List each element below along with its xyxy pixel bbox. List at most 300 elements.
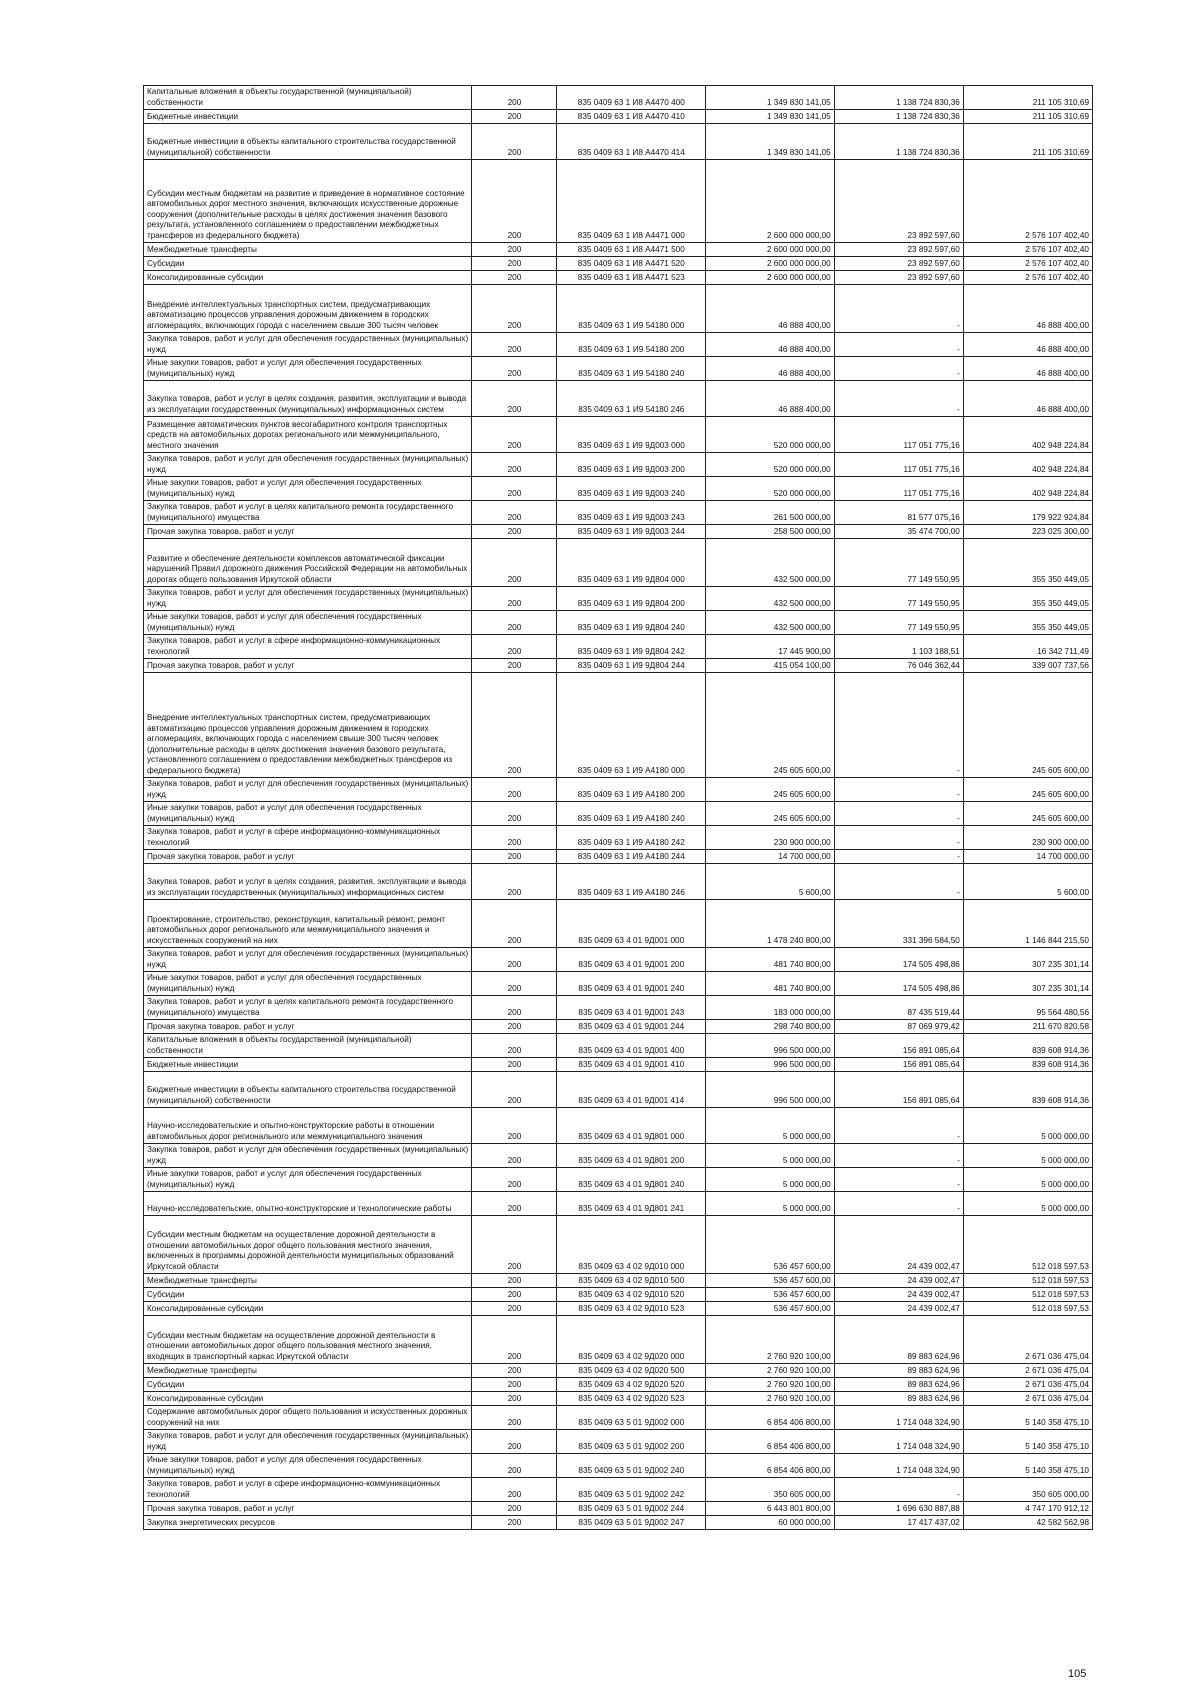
row-kbk-cell: 835 0409 63 1 И9 54180 200 (556, 333, 705, 357)
row-remaining-cell: 2 671 036 475,04 (963, 1392, 1092, 1406)
row-name-cell: Иные закупки товаров, работ и услуг для обеспечения государственных (муниципальных) нужд (144, 477, 472, 501)
row-code-cell: 200 (471, 1454, 556, 1478)
row-executed-cell: 89 883 624,96 (834, 1364, 963, 1378)
row-code-cell: 200 (471, 1144, 556, 1168)
row-approved-cell: 6 854 406 800,00 (705, 1454, 834, 1478)
row-code-cell: 200 (471, 1072, 556, 1108)
row-approved-cell: 46 888 400,00 (705, 357, 834, 381)
row-approved-cell: 996 500 000,00 (705, 1034, 834, 1058)
row-name-cell: Закупка товаров, работ и услуг в сфере информационно-коммуникационных технологий (144, 1478, 472, 1502)
row-code-cell: 200 (471, 611, 556, 635)
row-name-cell: Иные закупки товаров, работ и услуг для обеспечения государственных (муниципальных) нужд (144, 611, 472, 635)
row-remaining-cell: 5 140 358 475,10 (963, 1430, 1092, 1454)
row-code-cell: 200 (471, 477, 556, 501)
row-code-cell: 200 (471, 257, 556, 271)
row-name-cell: Закупка товаров, работ и услуг для обеспечения государственных (муниципальных) нужд (144, 333, 472, 357)
row-executed-cell: 17 417 437,02 (834, 1516, 963, 1530)
row-remaining-cell: 402 948 224,84 (963, 453, 1092, 477)
table-row (144, 417, 1093, 453)
row-approved-cell: 230 900 000,00 (705, 826, 834, 850)
row-kbk-cell: 835 0409 63 5 01 9Д002 000 (556, 1406, 705, 1430)
row-name-cell: Научно-исследовательские, опытно-конструкторские и технологические работы (144, 1192, 472, 1216)
row-name-cell: Внедрение интеллектуальных транспортных систем, предусматривающих автоматизацию процессов управления дорожным движением в городских агломерациях, включающих города с населением свыше 300 тысяч человек (144, 285, 472, 333)
row-remaining-cell: 5 000 000,00 (963, 1144, 1092, 1168)
table-body (144, 86, 1093, 1530)
row-name-cell: Закупка товаров, работ и услуг в сфере информационно-коммуникационных технологий (144, 635, 472, 659)
table-row (144, 1454, 1093, 1478)
row-approved-cell: 1 349 830 141,05 (705, 124, 834, 160)
row-name-cell: Иные закупки товаров, работ и услуг для обеспечения государственных (муниципальных) нужд (144, 357, 472, 381)
row-code-cell: 200 (471, 1020, 556, 1034)
row-name-cell: Закупка товаров, работ и услуг в сфере информационно-коммуникационных технологий (144, 826, 472, 850)
row-executed-cell: - (834, 850, 963, 864)
row-remaining-cell: 307 235 301,14 (963, 972, 1092, 996)
row-kbk-cell: 835 0409 63 1 И8 А4471 000 (556, 160, 705, 243)
row-remaining-cell: 2 671 036 475,04 (963, 1316, 1092, 1364)
table-row (144, 826, 1093, 850)
row-executed-cell: 81 577 075,16 (834, 501, 963, 525)
row-kbk-cell: 835 0409 63 5 01 9Д002 200 (556, 1430, 705, 1454)
row-approved-cell: 1 478 240 800,00 (705, 900, 834, 948)
row-executed-cell: 117 051 775,16 (834, 477, 963, 501)
table-row (144, 948, 1093, 972)
row-remaining-cell: 245 605 600,00 (963, 802, 1092, 826)
table-row (144, 525, 1093, 539)
table-row (144, 611, 1093, 635)
row-name-cell: Консолидированные субсидии (144, 1392, 472, 1406)
row-executed-cell: 156 891 085,64 (834, 1034, 963, 1058)
row-remaining-cell: 2 576 107 402,40 (963, 271, 1092, 285)
row-code-cell: 200 (471, 453, 556, 477)
row-code-cell: 200 (471, 1430, 556, 1454)
row-approved-cell: 2 600 000 000,00 (705, 160, 834, 243)
row-code-cell: 200 (471, 1406, 556, 1430)
row-kbk-cell: 835 0409 63 1 И9 А4180 244 (556, 850, 705, 864)
table-row (144, 1168, 1093, 1192)
row-executed-cell: 1 696 630 887,88 (834, 1502, 963, 1516)
row-kbk-cell: 835 0409 63 4 02 9Д010 500 (556, 1274, 705, 1288)
table-row (144, 1516, 1093, 1530)
table-row (144, 778, 1093, 802)
table-row (144, 587, 1093, 611)
row-code-cell: 200 (471, 1364, 556, 1378)
row-approved-cell: 1 349 830 141,05 (705, 110, 834, 124)
row-approved-cell: 2 600 000 000,00 (705, 257, 834, 271)
row-approved-cell: 183 000 000,00 (705, 996, 834, 1020)
row-name-cell: Субсидии местным бюджетам на осуществление дорожной деятельности в отношении автомобильных дорог общего пользования местного значения, входящих в транспортный каркас Иркутской области (144, 1316, 472, 1364)
row-remaining-cell: 14 700 000,00 (963, 850, 1092, 864)
row-remaining-cell: 355 350 449,05 (963, 587, 1092, 611)
row-approved-cell: 536 457 600,00 (705, 1288, 834, 1302)
row-approved-cell: 6 443 801 800,00 (705, 1502, 834, 1516)
row-kbk-cell: 835 0409 63 1 И9 9Д804 242 (556, 635, 705, 659)
row-kbk-cell: 835 0409 63 4 01 9Д801 241 (556, 1192, 705, 1216)
row-code-cell: 200 (471, 850, 556, 864)
row-approved-cell: 432 500 000,00 (705, 539, 834, 587)
row-kbk-cell: 835 0409 63 4 02 9Д010 000 (556, 1216, 705, 1274)
row-executed-cell: - (834, 778, 963, 802)
row-code-cell: 200 (471, 972, 556, 996)
row-executed-cell: - (834, 1108, 963, 1144)
row-approved-cell: 536 457 600,00 (705, 1302, 834, 1316)
row-remaining-cell: 211 105 310,69 (963, 110, 1092, 124)
row-executed-cell: 24 439 002,47 (834, 1302, 963, 1316)
table-row (144, 1058, 1093, 1072)
row-kbk-cell: 835 0409 63 1 И9 А4180 240 (556, 802, 705, 826)
row-executed-cell: 87 069 979,42 (834, 1020, 963, 1034)
row-remaining-cell: 5 140 358 475,10 (963, 1454, 1092, 1478)
row-executed-cell: 174 505 498,86 (834, 948, 963, 972)
table-row (144, 477, 1093, 501)
row-executed-cell: 23 892 597,60 (834, 257, 963, 271)
row-code-cell: 200 (471, 110, 556, 124)
table-row (144, 1192, 1093, 1216)
row-remaining-cell: 46 888 400,00 (963, 333, 1092, 357)
row-kbk-cell: 835 0409 63 4 01 9Д001 240 (556, 972, 705, 996)
row-approved-cell: 415 054 100,00 (705, 659, 834, 673)
row-name-cell: Субсидии местным бюджетам на осуществление дорожной деятельности в отношении автомобильных дорог общего пользования местного значения, включенных в программы дорожной деятельности муниципальных образований Иркутской области (144, 1216, 472, 1274)
row-name-cell: Иные закупки товаров, работ и услуг для обеспечения государственных (муниципальных) нужд (144, 1454, 472, 1478)
row-kbk-cell: 835 0409 63 1 И9 9Д804 000 (556, 539, 705, 587)
row-approved-cell: 2 760 920 100,00 (705, 1378, 834, 1392)
row-code-cell: 200 (471, 587, 556, 611)
row-kbk-cell: 835 0409 63 5 01 9Д002 244 (556, 1502, 705, 1516)
row-name-cell: Иные закупки товаров, работ и услуг для обеспечения государственных (муниципальных) нужд (144, 1168, 472, 1192)
row-executed-cell: 117 051 775,16 (834, 417, 963, 453)
row-kbk-cell: 835 0409 63 1 И9 А4180 000 (556, 673, 705, 778)
row-code-cell: 200 (471, 1034, 556, 1058)
row-approved-cell: 46 888 400,00 (705, 285, 834, 333)
row-executed-cell: 77 149 550,95 (834, 539, 963, 587)
row-approved-cell: 996 500 000,00 (705, 1072, 834, 1108)
row-name-cell: Закупка энергетических ресурсов (144, 1516, 472, 1530)
row-kbk-cell: 835 0409 63 1 И8 А4470 410 (556, 110, 705, 124)
row-remaining-cell: 46 888 400,00 (963, 285, 1092, 333)
row-executed-cell: 35 474 700,00 (834, 525, 963, 539)
row-name-cell: Консолидированные субсидии (144, 1302, 472, 1316)
row-executed-cell: 24 439 002,47 (834, 1288, 963, 1302)
row-code-cell: 200 (471, 673, 556, 778)
row-kbk-cell: 835 0409 63 5 01 9Д002 240 (556, 1454, 705, 1478)
row-name-cell: Закупка товаров, работ и услуг для обеспечения государственных (муниципальных) нужд (144, 453, 472, 477)
row-name-cell: Прочая закупка товаров, работ и услуг (144, 1502, 472, 1516)
row-approved-cell: 520 000 000,00 (705, 417, 834, 453)
row-executed-cell: - (834, 673, 963, 778)
row-name-cell: Научно-исследовательские и опытно-конструкторские работы в отношении автомобильных дорог регионального или межмуниципального значения (144, 1108, 472, 1144)
row-remaining-cell: 16 342 711,49 (963, 635, 1092, 659)
row-executed-cell: - (834, 826, 963, 850)
row-name-cell: Бюджетные инвестиции в объекты капитального строительства государственной (муниципальной) собственности (144, 124, 472, 160)
row-approved-cell: 245 605 600,00 (705, 673, 834, 778)
row-kbk-cell: 835 0409 63 1 И8 А4471 500 (556, 243, 705, 257)
row-approved-cell: 46 888 400,00 (705, 333, 834, 357)
row-kbk-cell: 835 0409 63 4 02 9Д020 523 (556, 1392, 705, 1406)
row-name-cell: Содержание автомобильных дорог общего пользования и искусственных дорожных сооружений на них (144, 1406, 472, 1430)
row-executed-cell: 89 883 624,96 (834, 1316, 963, 1364)
row-executed-cell: 23 892 597,60 (834, 243, 963, 257)
row-kbk-cell: 835 0409 63 4 02 9Д020 500 (556, 1364, 705, 1378)
row-kbk-cell: 835 0409 63 4 01 9Д001 414 (556, 1072, 705, 1108)
table-row (144, 1392, 1093, 1406)
row-remaining-cell: 211 670 820,58 (963, 1020, 1092, 1034)
row-executed-cell: 331 396 584,50 (834, 900, 963, 948)
row-name-cell: Субсидии местным бюджетам на развитие и приведение в нормативное состояние автомобильных дорог местного значения, включающих искусственные дорожные сооружения (дополнительные расходы в целях достижения значения базового результата, установленного соглашением о предоставлении межбюджетных трансферов из федерального бюджета) (144, 160, 472, 243)
row-code-cell: 200 (471, 826, 556, 850)
row-executed-cell: 89 883 624,96 (834, 1392, 963, 1406)
row-approved-cell: 5 000 000,00 (705, 1144, 834, 1168)
row-name-cell: Закупка товаров, работ и услуг для обеспечения государственных (муниципальных) нужд (144, 587, 472, 611)
row-remaining-cell: 512 018 597,53 (963, 1302, 1092, 1316)
row-kbk-cell: 835 0409 63 1 И9 А4180 200 (556, 778, 705, 802)
row-executed-cell: 77 149 550,95 (834, 587, 963, 611)
row-approved-cell: 2 760 920 100,00 (705, 1364, 834, 1378)
row-approved-cell: 245 605 600,00 (705, 778, 834, 802)
row-approved-cell: 481 740 800,00 (705, 972, 834, 996)
row-kbk-cell: 835 0409 63 1 И9 54180 240 (556, 357, 705, 381)
row-name-cell: Закупка товаров, работ и услуг для обеспечения государственных (муниципальных) нужд (144, 778, 472, 802)
row-approved-cell: 6 854 406 800,00 (705, 1430, 834, 1454)
table-row (144, 972, 1093, 996)
row-kbk-cell: 835 0409 63 4 01 9Д801 000 (556, 1108, 705, 1144)
row-name-cell: Закупка товаров, работ и услуг для обеспечения государственных (муниципальных) нужд (144, 1430, 472, 1454)
row-kbk-cell: 835 0409 63 5 01 9Д002 247 (556, 1516, 705, 1530)
row-remaining-cell: 2 671 036 475,04 (963, 1378, 1092, 1392)
row-approved-cell: 14 700 000,00 (705, 850, 834, 864)
row-remaining-cell: 230 900 000,00 (963, 826, 1092, 850)
row-name-cell: Бюджетные инвестиции (144, 1058, 472, 1072)
row-remaining-cell: 223 025 300,00 (963, 525, 1092, 539)
row-remaining-cell: 5 000 000,00 (963, 1192, 1092, 1216)
row-kbk-cell: 835 0409 63 4 01 9Д801 240 (556, 1168, 705, 1192)
table-row (144, 1072, 1093, 1108)
row-kbk-cell: 835 0409 63 4 01 9Д001 000 (556, 900, 705, 948)
row-code-cell: 200 (471, 1288, 556, 1302)
row-executed-cell: - (834, 864, 963, 900)
row-approved-cell: 5 600,00 (705, 864, 834, 900)
table-row (144, 673, 1093, 778)
row-remaining-cell: 245 605 600,00 (963, 673, 1092, 778)
row-remaining-cell: 211 105 310,69 (963, 86, 1092, 110)
table-row (144, 1378, 1093, 1392)
row-name-cell: Закупка товаров, работ и услуг в целях капитального ремонта государственного (муниципального) имущества (144, 996, 472, 1020)
row-code-cell: 200 (471, 333, 556, 357)
row-executed-cell: 23 892 597,60 (834, 160, 963, 243)
row-approved-cell: 350 605 000,00 (705, 1478, 834, 1502)
table-row (144, 381, 1093, 417)
row-remaining-cell: 245 605 600,00 (963, 778, 1092, 802)
row-kbk-cell: 835 0409 63 4 01 9Д801 200 (556, 1144, 705, 1168)
row-approved-cell: 432 500 000,00 (705, 587, 834, 611)
row-remaining-cell: 512 018 597,53 (963, 1274, 1092, 1288)
row-remaining-cell: 355 350 449,05 (963, 611, 1092, 635)
row-name-cell: Закупка товаров, работ и услуг в целях создания, развития, эксплуатации и вывода из эксплуатации государственных (муниципальных) информационных систем (144, 864, 472, 900)
row-approved-cell: 481 740 800,00 (705, 948, 834, 972)
row-remaining-cell: 839 608 914,36 (963, 1034, 1092, 1058)
row-name-cell: Бюджетные инвестиции в объекты капитального строительства государственной (муниципальной) собственности (144, 1072, 472, 1108)
row-approved-cell: 536 457 600,00 (705, 1274, 834, 1288)
page-number: 105 (1068, 1668, 1087, 1680)
row-remaining-cell: 2 576 107 402,40 (963, 257, 1092, 271)
row-executed-cell: 1 138 724 830,36 (834, 110, 963, 124)
table-row (144, 160, 1093, 243)
table-row (144, 124, 1093, 160)
row-approved-cell: 258 500 000,00 (705, 525, 834, 539)
row-executed-cell: 87 435 519,44 (834, 996, 963, 1020)
row-name-cell: Бюджетные инвестиции (144, 110, 472, 124)
row-approved-cell: 261 500 000,00 (705, 501, 834, 525)
row-kbk-cell: 835 0409 63 4 01 9Д001 200 (556, 948, 705, 972)
row-kbk-cell: 835 0409 63 4 02 9Д020 520 (556, 1378, 705, 1392)
row-kbk-cell: 835 0409 63 1 И9 9Д003 000 (556, 417, 705, 453)
table-row (144, 501, 1093, 525)
table-row (144, 635, 1093, 659)
row-approved-cell: 5 000 000,00 (705, 1108, 834, 1144)
row-approved-cell: 996 500 000,00 (705, 1058, 834, 1072)
row-code-cell: 200 (471, 948, 556, 972)
row-code-cell: 200 (471, 778, 556, 802)
row-name-cell: Прочая закупка товаров, работ и услуг (144, 1020, 472, 1034)
row-executed-cell: 23 892 597,60 (834, 271, 963, 285)
row-kbk-cell: 835 0409 63 4 01 9Д001 244 (556, 1020, 705, 1034)
row-executed-cell: - (834, 1144, 963, 1168)
row-executed-cell: - (834, 357, 963, 381)
row-executed-cell: 156 891 085,64 (834, 1058, 963, 1072)
row-executed-cell: 24 439 002,47 (834, 1274, 963, 1288)
row-name-cell: Закупка товаров, работ и услуг в целях создания, развития, эксплуатации и вывода из эксплуатации государственных (муниципальных) информационных систем (144, 381, 472, 417)
row-kbk-cell: 835 0409 63 1 И8 А4471 523 (556, 271, 705, 285)
row-approved-cell: 2 600 000 000,00 (705, 243, 834, 257)
table-row (144, 285, 1093, 333)
row-remaining-cell: 5 140 358 475,10 (963, 1406, 1092, 1430)
row-code-cell: 200 (471, 659, 556, 673)
row-remaining-cell: 46 888 400,00 (963, 357, 1092, 381)
row-code-cell: 200 (471, 1302, 556, 1316)
row-remaining-cell: 2 576 107 402,40 (963, 160, 1092, 243)
row-remaining-cell: 339 007 737,56 (963, 659, 1092, 673)
row-code-cell: 200 (471, 285, 556, 333)
row-kbk-cell: 835 0409 63 4 02 9Д020 000 (556, 1316, 705, 1364)
table-row (144, 1364, 1093, 1378)
row-remaining-cell: 402 948 224,84 (963, 417, 1092, 453)
row-executed-cell: 1 138 724 830,36 (834, 124, 963, 160)
row-remaining-cell: 1 146 844 215,50 (963, 900, 1092, 948)
table-row (144, 1034, 1093, 1058)
row-code-cell: 200 (471, 1516, 556, 1530)
row-kbk-cell: 835 0409 63 5 01 9Д002 242 (556, 1478, 705, 1502)
row-code-cell: 200 (471, 1216, 556, 1274)
row-executed-cell: 89 883 624,96 (834, 1378, 963, 1392)
table-row (144, 1020, 1093, 1034)
row-name-cell: Прочая закупка товаров, работ и услуг (144, 850, 472, 864)
row-code-cell: 200 (471, 802, 556, 826)
row-code-cell: 200 (471, 1168, 556, 1192)
row-executed-cell: 117 051 775,16 (834, 453, 963, 477)
row-kbk-cell: 835 0409 63 1 И9 9Д804 240 (556, 611, 705, 635)
row-kbk-cell: 835 0409 63 1 И9 9Д003 243 (556, 501, 705, 525)
row-kbk-cell: 835 0409 63 4 01 9Д001 410 (556, 1058, 705, 1072)
row-approved-cell: 2 600 000 000,00 (705, 271, 834, 285)
row-remaining-cell: 512 018 597,53 (963, 1288, 1092, 1302)
row-kbk-cell: 835 0409 63 1 И9 А4180 246 (556, 864, 705, 900)
row-kbk-cell: 835 0409 63 4 01 9Д001 400 (556, 1034, 705, 1058)
row-name-cell: Прочая закупка товаров, работ и услуг (144, 659, 472, 673)
row-kbk-cell: 835 0409 63 4 02 9Д010 520 (556, 1288, 705, 1302)
table-row (144, 1288, 1093, 1302)
row-name-cell: Межбюджетные трансферты (144, 243, 472, 257)
table-row (144, 1108, 1093, 1144)
row-name-cell: Капитальные вложения в объекты государственной (муниципальной) собственности (144, 1034, 472, 1058)
row-approved-cell: 5 000 000,00 (705, 1192, 834, 1216)
row-executed-cell: 1 138 724 830,36 (834, 86, 963, 110)
row-remaining-cell: 46 888 400,00 (963, 381, 1092, 417)
row-approved-cell: 46 888 400,00 (705, 381, 834, 417)
budget-table (143, 85, 1093, 1530)
table-row (144, 1274, 1093, 1288)
row-executed-cell: - (834, 285, 963, 333)
row-name-cell: Закупка товаров, работ и услуг для обеспечения государственных (муниципальных) нужд (144, 1144, 472, 1168)
row-code-cell: 200 (471, 1502, 556, 1516)
row-executed-cell: - (834, 333, 963, 357)
row-executed-cell: 174 505 498,86 (834, 972, 963, 996)
row-remaining-cell: 355 350 449,05 (963, 539, 1092, 587)
row-kbk-cell: 835 0409 63 1 И9 9Д804 200 (556, 587, 705, 611)
table-row (144, 996, 1093, 1020)
table-row (144, 110, 1093, 124)
row-executed-cell: 1 714 048 324,90 (834, 1406, 963, 1430)
row-code-cell: 200 (471, 271, 556, 285)
table-row (144, 802, 1093, 826)
row-code-cell: 200 (471, 900, 556, 948)
row-executed-cell: 1 714 048 324,90 (834, 1430, 963, 1454)
row-code-cell: 200 (471, 525, 556, 539)
row-name-cell: Межбюджетные трансферты (144, 1274, 472, 1288)
row-executed-cell: 1 103 188,51 (834, 635, 963, 659)
row-code-cell: 200 (471, 1108, 556, 1144)
row-name-cell: Капитальные вложения в объекты государственной (муниципальной) собственности (144, 86, 472, 110)
table-row (144, 900, 1093, 948)
table-row (144, 333, 1093, 357)
row-executed-cell: - (834, 1478, 963, 1502)
row-executed-cell: 24 439 002,47 (834, 1216, 963, 1274)
table-row (144, 539, 1093, 587)
row-code-cell: 200 (471, 417, 556, 453)
row-name-cell: Закупка товаров, работ и услуг для обеспечения государственных (муниципальных) нужд (144, 948, 472, 972)
row-kbk-cell: 835 0409 63 1 И9 9Д804 244 (556, 659, 705, 673)
row-remaining-cell: 2 576 107 402,40 (963, 243, 1092, 257)
row-code-cell: 200 (471, 243, 556, 257)
row-remaining-cell: 95 564 480,56 (963, 996, 1092, 1020)
table-row (144, 86, 1093, 110)
row-kbk-cell: 835 0409 63 1 И9 9Д003 240 (556, 477, 705, 501)
row-remaining-cell: 211 105 310,69 (963, 124, 1092, 160)
table-row (144, 850, 1093, 864)
row-code-cell: 200 (471, 86, 556, 110)
row-name-cell: Иные закупки товаров, работ и услуг для обеспечения государственных (муниципальных) нужд (144, 802, 472, 826)
row-kbk-cell: 835 0409 63 1 И9 А4180 242 (556, 826, 705, 850)
row-code-cell: 200 (471, 160, 556, 243)
table-row (144, 257, 1093, 271)
row-remaining-cell: 839 608 914,36 (963, 1072, 1092, 1108)
row-approved-cell: 6 854 406 800,00 (705, 1406, 834, 1430)
row-name-cell: Межбюджетные трансферты (144, 1364, 472, 1378)
row-kbk-cell: 835 0409 63 1 И9 9Д003 244 (556, 525, 705, 539)
table-row (144, 1502, 1093, 1516)
row-name-cell: Развитие и обеспечение деятельности комплексов автоматической фиксации нарушений Правил дорожного движения Российской Федерации на автомобильных дорогах общего пользования Иркутской области (144, 539, 472, 587)
row-kbk-cell: 835 0409 63 4 02 9Д010 523 (556, 1302, 705, 1316)
row-name-cell: Прочая закупка товаров, работ и услуг (144, 525, 472, 539)
row-approved-cell: 520 000 000,00 (705, 477, 834, 501)
row-name-cell: Субсидии (144, 1288, 472, 1302)
